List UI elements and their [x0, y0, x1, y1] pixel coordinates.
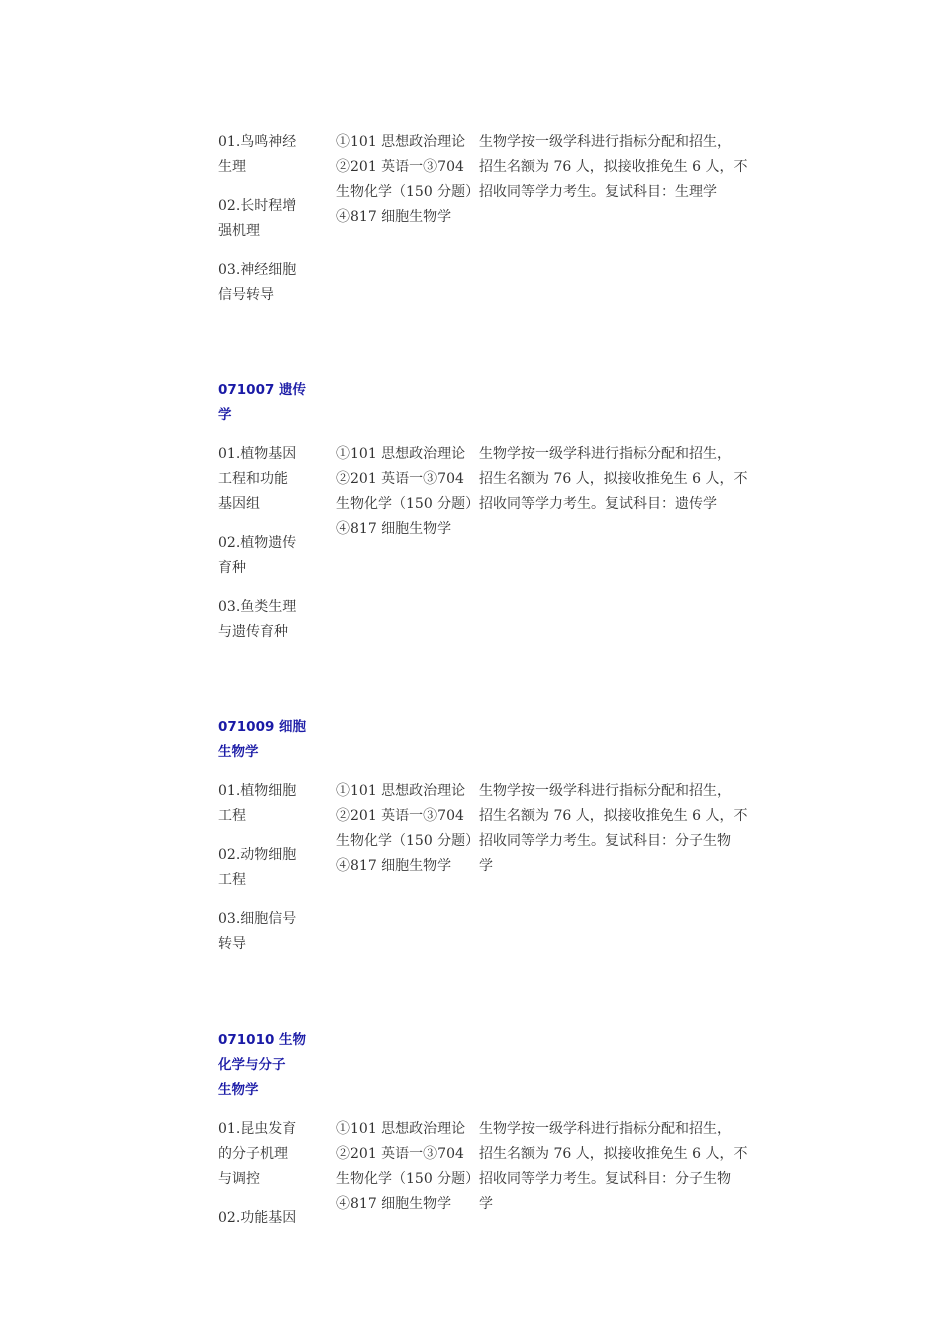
program-row — [218, 130, 758, 322]
research-direction-line: 信号转导 — [218, 287, 274, 303]
admission-note-line: 招收同等学力考生。复试科目：生理学 — [479, 184, 717, 200]
admission-note-line: 生物学按一级学科进行指标分配和招生， — [479, 783, 731, 799]
program-heading — [218, 1028, 758, 1103]
exam-subjects — [336, 442, 480, 542]
program-section — [218, 1028, 758, 1245]
program-heading-line: 生物学 — [218, 1082, 259, 1098]
program-heading-line: 学 — [218, 407, 232, 423]
research-direction-line: 育种 — [218, 560, 246, 576]
research-directions — [218, 1117, 302, 1245]
research-direction — [218, 907, 302, 957]
research-direction-line: 工程和功能 — [218, 471, 288, 487]
research-direction-line: 03.神经细胞 — [218, 262, 297, 278]
admission-note — [479, 1117, 748, 1217]
research-direction-line: 生理 — [218, 159, 246, 175]
admission-note — [479, 442, 748, 517]
program-heading — [218, 715, 758, 765]
admission-note-line: 招生名额为 76 人，拟接收推免生 6 人，不 — [479, 471, 748, 487]
program-heading-line: 生物学 — [218, 744, 259, 760]
admission-note — [479, 779, 748, 879]
research-direction-line: 的分子机理 — [218, 1146, 288, 1162]
admission-note-line: 招收同等学力考生。复试科目：分子生物 — [479, 833, 731, 849]
exam-subject-line: ①101 思想政治理论 — [336, 446, 466, 462]
program-heading-line: 071007 遗传 — [218, 382, 307, 398]
program-row — [218, 1117, 758, 1245]
exam-subject-line: ①101 思想政治理论 — [336, 1121, 466, 1137]
program-row — [218, 779, 758, 971]
research-directions — [218, 442, 302, 659]
admission-note-line: 生物学按一级学科进行指标分配和招生， — [479, 446, 731, 462]
research-direction-line: 03.细胞信号 — [218, 911, 297, 927]
research-direction-line: 01.植物基因 — [218, 446, 297, 462]
research-directions — [218, 779, 302, 971]
research-direction — [218, 130, 302, 180]
exam-subject-line: ④817 细胞生物学 — [336, 521, 452, 537]
research-direction-line: 转导 — [218, 936, 246, 952]
exam-subject-line: ②201 英语一③704 — [336, 159, 464, 175]
program-heading-line: 071010 生物 — [218, 1032, 307, 1048]
program-section — [218, 715, 758, 971]
research-directions — [218, 130, 302, 322]
exam-subject-line: ④817 细胞生物学 — [336, 858, 452, 874]
program-row — [218, 442, 758, 659]
research-direction-line: 与调控 — [218, 1171, 260, 1187]
exam-subject-line: ②201 英语一③704 — [336, 1146, 464, 1162]
research-direction — [218, 1206, 302, 1231]
admission-note-line: 生物学按一级学科进行指标分配和招生， — [479, 1121, 731, 1137]
research-direction-line: 03.鱼类生理 — [218, 599, 297, 615]
research-direction — [218, 595, 302, 645]
research-direction-line: 02.长时程增 — [218, 198, 297, 214]
research-direction — [218, 258, 302, 308]
admission-note-line: 招收同等学力考生。复试科目：分子生物 — [479, 1171, 731, 1187]
research-direction-line: 01.鸟鸣神经 — [218, 134, 297, 150]
admission-note-line: 学 — [479, 858, 493, 874]
exam-subject-line: 生物化学（150 分题） — [336, 496, 480, 512]
exam-subject-line: ②201 英语一③704 — [336, 471, 464, 487]
research-direction-line: 工程 — [218, 808, 246, 824]
exam-subject-line: 生物化学（150 分题） — [336, 184, 480, 200]
exam-subject-line: 生物化学（150 分题） — [336, 833, 480, 849]
research-direction — [218, 531, 302, 581]
research-direction-line: 强机理 — [218, 223, 260, 239]
admission-note-line: 学 — [479, 1196, 493, 1212]
admission-note-line: 招生名额为 76 人，拟接收推免生 6 人，不 — [479, 808, 748, 824]
exam-subject-line: ④817 细胞生物学 — [336, 209, 452, 225]
research-direction — [218, 1117, 302, 1192]
research-direction — [218, 779, 302, 829]
research-direction-line: 基因组 — [218, 496, 260, 512]
research-direction — [218, 442, 302, 517]
admission-note-line: 招生名额为 76 人，拟接收推免生 6 人，不 — [479, 1146, 748, 1162]
exam-subjects — [336, 1117, 480, 1217]
admission-note-line: 招收同等学力考生。复试科目：遗传学 — [479, 496, 717, 512]
exam-subject-line: ①101 思想政治理论 — [336, 783, 466, 799]
admission-note-line: 生物学按一级学科进行指标分配和招生， — [479, 134, 731, 150]
exam-subject-line: ④817 细胞生物学 — [336, 1196, 452, 1212]
research-direction-line: 02.植物遗传 — [218, 535, 297, 551]
admission-note — [479, 130, 748, 205]
exam-subject-line: 生物化学（150 分题） — [336, 1171, 480, 1187]
research-direction — [218, 194, 302, 244]
research-direction — [218, 843, 302, 893]
program-section — [218, 378, 758, 659]
exam-subjects — [336, 779, 480, 879]
research-direction-line: 02.功能基因 — [218, 1210, 297, 1226]
program-heading-line: 071009 细胞 — [218, 719, 307, 735]
program-heading-line: 化学与分子 — [218, 1057, 286, 1073]
admission-note-line: 招生名额为 76 人，拟接收推免生 6 人，不 — [479, 159, 748, 175]
research-direction-line: 01.昆虫发育 — [218, 1121, 297, 1137]
research-direction-line: 01.植物细胞 — [218, 783, 297, 799]
research-direction-line: 02.动物细胞 — [218, 847, 297, 863]
exam-subjects — [336, 130, 480, 230]
program-heading — [218, 378, 758, 428]
program-section — [218, 130, 758, 322]
exam-subject-line: ②201 英语一③704 — [336, 808, 464, 824]
program-listing — [218, 130, 758, 1245]
exam-subject-line: ①101 思想政治理论 — [336, 134, 466, 150]
research-direction-line: 与遗传育种 — [218, 624, 288, 640]
research-direction-line: 工程 — [218, 872, 246, 888]
